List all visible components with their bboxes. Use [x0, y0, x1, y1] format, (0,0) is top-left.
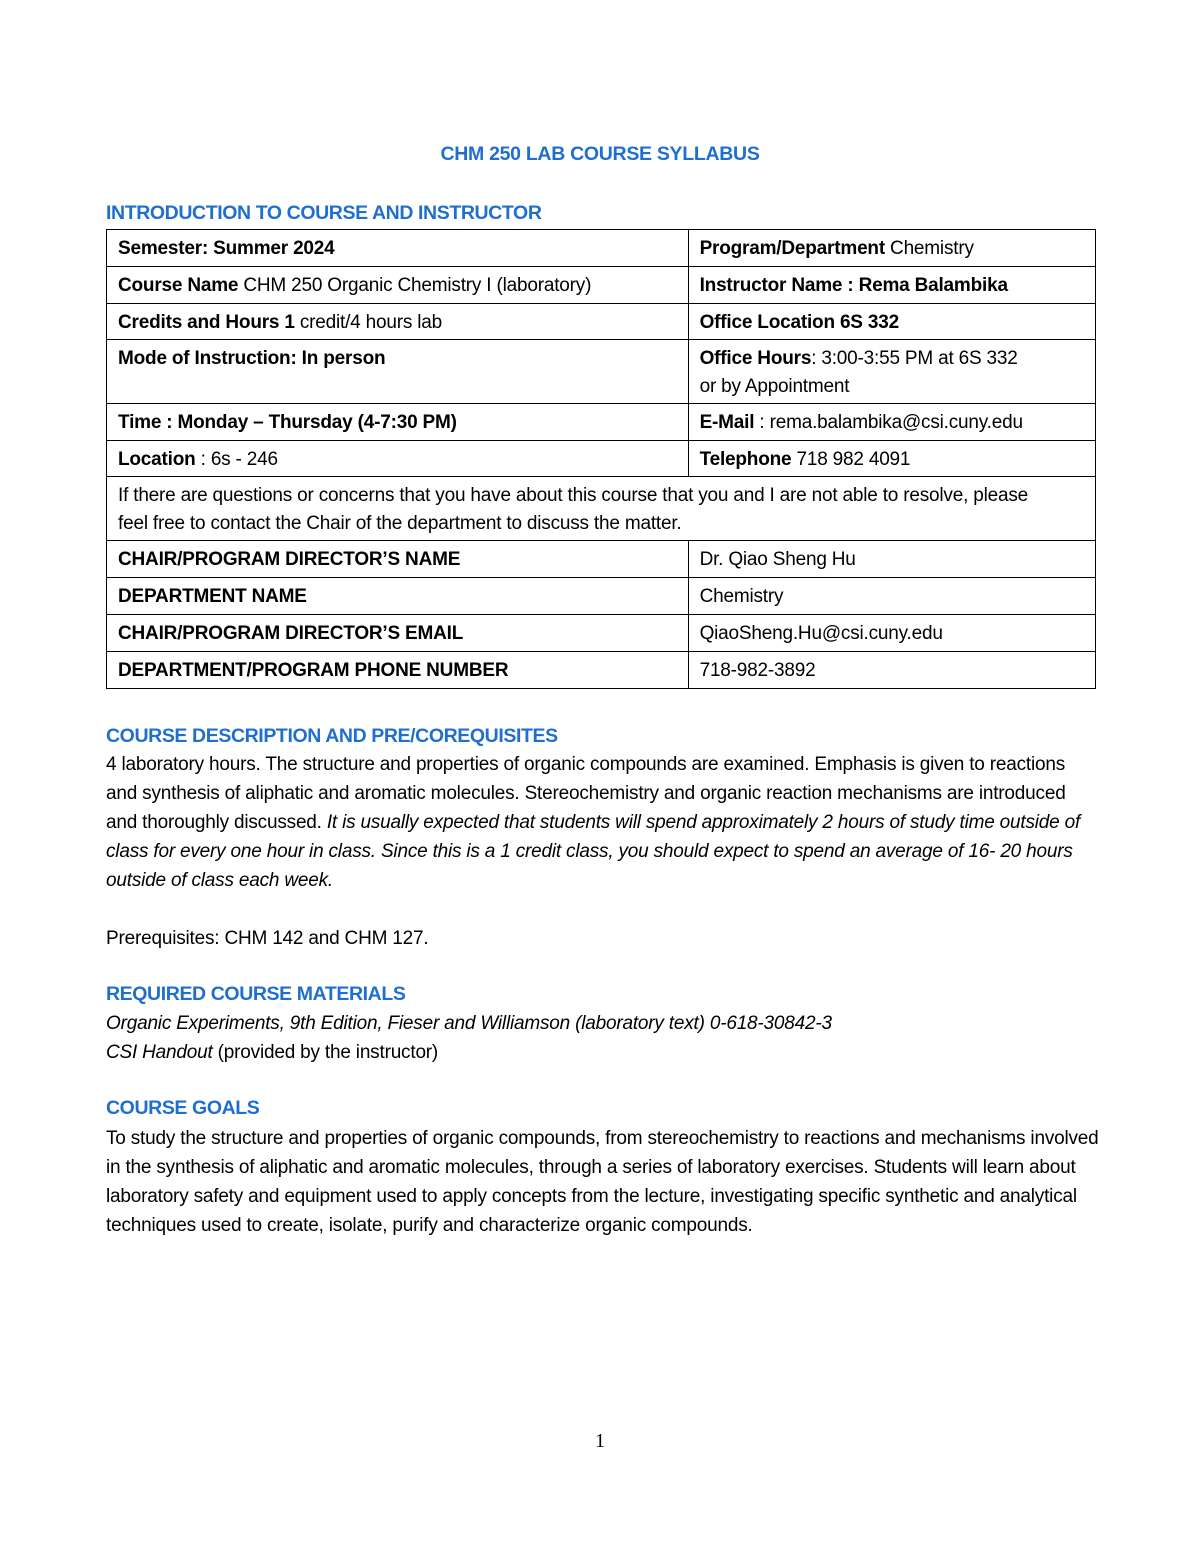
mode-cell: Mode of Instruction: In person — [107, 340, 689, 404]
dept-name-label: DEPARTMENT NAME — [107, 578, 689, 615]
intro-heading: INTRODUCTION TO COURSE AND INSTRUCTOR — [106, 202, 542, 224]
goals-heading: COURSE GOALS — [106, 1097, 260, 1119]
materials-heading: REQUIRED COURSE MATERIALS — [106, 983, 406, 1005]
dept-phone-value: 718-982-3892 — [688, 652, 1095, 689]
time-cell: Time : Monday – Thursday (4-7:30 PM) — [107, 404, 689, 441]
description-text: 4 laboratory hours. The structure and properties of organic compounds are examined. Emphasis is given to reactions and synthesis of aliphatic and aromatic molecules. Stereochemistry and organic reaction mechanisms are introduced and thoroughly discussed. It is usually expected that students will spend approximately 2 hours of study time outside of class for every one hour in class. Since this is a 1 credit class, you should expect to spend an average of 16- 20 hours outside of class each week. — [106, 754, 1081, 891]
page-number: 1 — [595, 1430, 605, 1452]
course-name-cell: Course Name CHM 250 Organic Chemistry I (laboratory) — [107, 267, 689, 304]
list-item: Organic Experiments, 9th Edition, Fieser and Williamson (laboratory text) 0-618-30842-3 — [106, 1013, 832, 1034]
telephone-cell: Telephone 718 982 4091 — [688, 441, 1095, 477]
chair-email-label: CHAIR/PROGRAM DIRECTOR’S EMAIL — [107, 615, 689, 652]
table-row — [107, 404, 1096, 441]
office-location-cell: Office Location 6S 332 — [688, 304, 1095, 340]
concerns-cell: If there are questions or concerns that you have about this course that you and I are not able to resolve, please feel free to contact the Chair of the department to discuss the matter. — [107, 477, 1096, 541]
chair-email-value — [688, 615, 1095, 652]
location-cell: Location : 6s - 246 — [107, 441, 689, 477]
email-cell: E-Mail : rema.balambika@csi.cuny.edu — [688, 404, 1095, 441]
table-row — [107, 578, 1096, 615]
dept-phone-label: DEPARTMENT/PROGRAM PHONE NUMBER — [107, 652, 689, 689]
chair-email-link[interactable]: QiaoSheng.Hu@csi.cuny.edu — [699, 623, 943, 644]
materials-list — [106, 1009, 1106, 1067]
goals-text: To study the structure and properties of organic compounds, from stereochemistry to reactions and mechanisms involved in the synthesis of aliphatic and aromatic molecules, through a series of laboratory exercises. Students will learn about laboratory safety and equipment used to apply concepts from the lecture, investigating specific synthetic and analytical techniques used to create, isolate, purify and characterize organic compounds. — [106, 1128, 1099, 1236]
description-heading: COURSE DESCRIPTION AND PRE/COREQUISITES — [106, 725, 558, 747]
semester-cell: Semester: Summer 2024 — [107, 230, 689, 267]
table-row — [107, 615, 1096, 652]
program-cell: Program/Department Chemistry — [688, 230, 1095, 267]
table-row — [107, 652, 1096, 689]
table-row — [107, 441, 1096, 477]
office-hours-cell: Office Hours: 3:00-3:55 PM at 6S 332 or by Appointment — [688, 340, 1095, 404]
dept-name-value: Chemistry — [688, 578, 1095, 615]
list-item: CSI Handout (provided by the instructor) — [106, 1042, 439, 1063]
credits-cell: Credits and Hours 1 credit/4 hours lab — [107, 304, 689, 340]
document-title: CHM 250 LAB COURSE SYLLABUS — [440, 143, 760, 165]
instructor-email-link[interactable]: : rema.balambika@csi.cuny.edu — [754, 412, 1023, 433]
table-row — [107, 304, 1096, 340]
prerequisites-text: Prerequisites: CHM 142 and CHM 127. — [106, 928, 429, 949]
table-row — [107, 541, 1096, 578]
table-row — [107, 340, 1096, 404]
table-row — [107, 230, 1096, 267]
course-info-table — [106, 229, 1096, 689]
chair-name-label: CHAIR/PROGRAM DIRECTOR’S NAME — [107, 541, 689, 578]
instructor-cell: Instructor Name : Rema Balambika — [688, 267, 1095, 304]
table-row — [107, 477, 1096, 541]
chair-name-value: Dr. Qiao Sheng Hu — [688, 541, 1095, 578]
table-row — [107, 267, 1096, 304]
